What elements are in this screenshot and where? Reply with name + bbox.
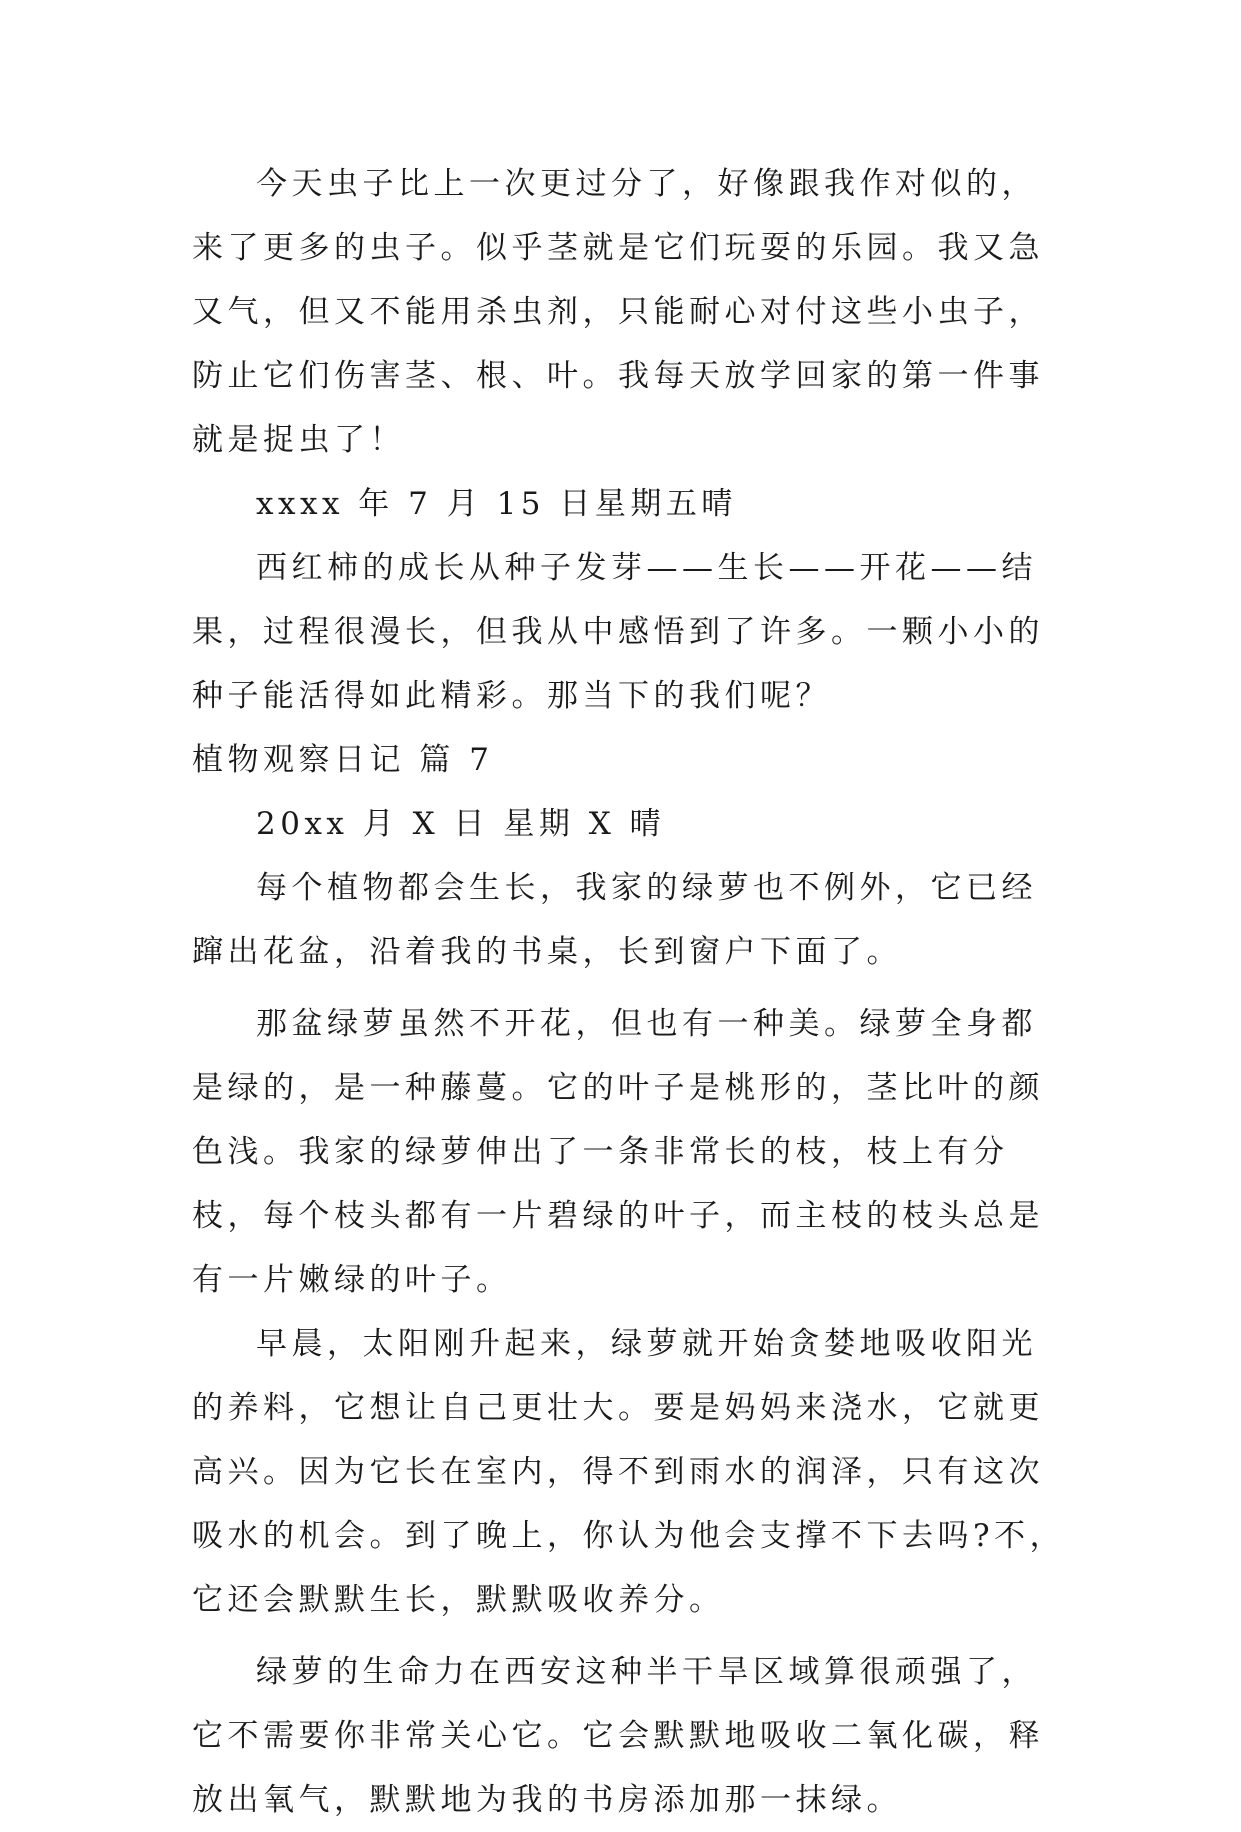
paragraph-pothos-daily: 早晨，太阳刚升起来，绿萝就开始贪婪地吸收阳光的养料，它想让自己更壮大。要是妈妈来浇水，它就更高兴。因为它长在室内，得不到雨水的润泽，只有这次吸水的机会。到了晚上，你认为他会支撑不下去吗?不，它还会默默生长，默默吸收养分。 — [192, 1326, 1066, 1618]
date-line-20xx: 20xx 月 X 日 星期 X 晴 — [256, 806, 666, 842]
paragraph-pothos-description: 那盆绿萝虽然不开花，但也有一种美。绿萝全身都是绿的，是一种藤蔓。它的叶子是桃形的，茎比叶的颜色浅。我家的绿萝伸出了一条非常长的枝，枝上有分枝，每个枝头都有一片碧绿的叶子，而主枝的枝头总是有一片嫩绿的叶子。 — [192, 1006, 1044, 1298]
date-line-july-15: xxxx 年 7 月 15 日星期五晴 — [256, 486, 737, 522]
document-body — [192, 152, 1072, 1832]
paragraph-tomato-growth: 西红柿的成长从种子发芽——生长——开花——结果，过程很漫长，但我从中感悟到了许多。一颗小小的种子能活得如此精彩。那当下的我们呢？ — [192, 550, 1044, 714]
paragraph-pothos-intro: 每个植物都会生长，我家的绿萝也不例外，它已经蹿出花盆，沿着我的书桌，长到窗户下面了。 — [192, 870, 1037, 970]
paragraph-pothos-vitality: 绿萝的生命力在西安这种半干旱区域算很顽强了，它不需要你非常关心它。它会默默地吸收二氧化碳，释放出氧气，默默地为我的书房添加那一抹绿。 — [192, 1654, 1044, 1818]
paragraph-insects: 今天虫子比上一次更过分了，好像跟我作对似的，来了更多的虫子。似乎茎就是它们玩耍的乐园。我又急又气，但又不能用杀虫剂，只能耐心对付这些小虫子，防止它们伤害茎、根、叶。我每天放学回家的第一件事就是捉虫了！ — [192, 166, 1044, 458]
section-heading: 植物观察日记 篇 7 — [192, 742, 494, 778]
